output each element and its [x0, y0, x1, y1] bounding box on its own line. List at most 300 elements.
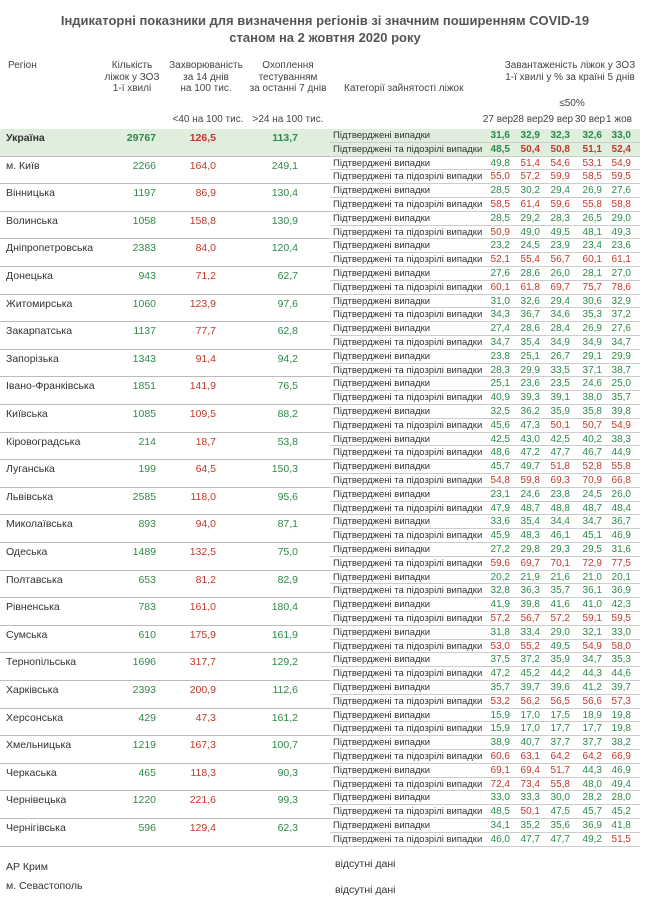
load-value: 36,7: [611, 516, 631, 528]
confirmed-row: [330, 764, 640, 778]
region-row: [0, 681, 330, 709]
load-value: 21,9: [520, 571, 540, 583]
category-label: Підтверджені випадки: [333, 378, 431, 390]
load-value: 46,9: [611, 764, 631, 776]
suspected-row: [330, 722, 640, 736]
load-value: 51,8: [550, 461, 570, 473]
load-value: 26,5: [582, 212, 602, 224]
region-name: м. Київ: [6, 159, 40, 172]
region-name: Вінницька: [6, 187, 55, 200]
load-value: 57,3: [611, 695, 631, 707]
load-value: 17,7: [582, 723, 602, 735]
confirmed-row: [330, 460, 640, 474]
region-row: [0, 212, 330, 240]
load-value: 20,1: [611, 571, 631, 583]
missing-region-note: відсутні дані: [335, 884, 396, 896]
region-name: Сумська: [6, 628, 48, 641]
load-value: 59,6: [490, 557, 510, 569]
load-value: 37,5: [490, 654, 510, 666]
beds-count: 1137: [133, 325, 156, 338]
region-name: Херсонська: [6, 711, 64, 724]
region-name: Рівненська: [6, 601, 60, 614]
load-value: 36,2: [520, 406, 540, 417]
region-name: Кіровоградська: [6, 435, 81, 448]
load-value: 53,1: [582, 157, 602, 169]
load-value: 58,0: [611, 640, 631, 652]
beds-count: 429: [138, 711, 156, 724]
beds-count: 596: [138, 822, 156, 834]
beds-count: 2585: [132, 490, 156, 503]
category-label: Підтверджені випадки: [333, 654, 431, 666]
region-row: [0, 598, 330, 626]
load-value: 26,9: [582, 185, 602, 197]
confirmed-row: [330, 184, 640, 198]
beds-count: 1343: [132, 352, 156, 365]
load-value: 45,7: [582, 806, 602, 818]
load-value: 34,1: [490, 820, 510, 831]
confirmed-row: [330, 515, 640, 529]
load-value: 47,5: [550, 806, 570, 818]
load-value: 28,4: [550, 323, 570, 335]
beds-count: 1060: [132, 297, 156, 310]
load-value: 51,1: [582, 143, 602, 155]
load-value: 45,1: [582, 530, 602, 542]
load-value: 35,4: [520, 337, 540, 348]
load-value: 48,1: [582, 226, 602, 238]
load-value: 78,6: [611, 281, 631, 293]
load-value: 59,1: [582, 613, 602, 624]
load-value: 32,6: [520, 295, 540, 307]
category-label: Підтверджені випадки: [333, 626, 431, 638]
category-label: Підтверджені та підозрілі випадки: [333, 364, 483, 376]
suspected-row: [330, 198, 640, 212]
region-row: [0, 295, 330, 323]
testing-value: 161,9: [271, 628, 298, 641]
load-value: 50,4: [520, 143, 540, 155]
category-label: Підтверджені та підозрілі випадки: [333, 337, 483, 348]
load-value: 29,4: [550, 295, 570, 307]
region-row: [0, 543, 330, 571]
load-value: 69,3: [550, 475, 570, 486]
load-value: 31,6: [611, 544, 631, 555]
load-value: 48,4: [611, 502, 631, 514]
load-value: 29,9: [520, 364, 540, 376]
load-value: 53,2: [490, 695, 510, 707]
confirmed-row: [330, 543, 640, 557]
date-header: 1 жов: [606, 114, 632, 125]
load-value: 59,9: [550, 171, 570, 183]
load-value: 30,6: [582, 295, 602, 307]
load-value: 28,2: [582, 792, 602, 804]
load-value: 25,1: [520, 350, 540, 362]
category-label: Підтверджені та підозрілі випадки: [333, 281, 483, 293]
load-value: 50,1: [550, 419, 570, 431]
load-value: 50,8: [550, 143, 570, 155]
load-value: 35,8: [582, 406, 602, 417]
testing-value: 53,8: [277, 435, 298, 448]
category-label: Підтверджені випадки: [333, 212, 431, 224]
category-label: Підтверджені та підозрілі випадки: [333, 392, 483, 404]
load-value: 17,7: [550, 723, 570, 735]
incidence-value: 158,8: [189, 214, 216, 227]
load-value: 33,6: [490, 516, 510, 528]
incidence-value: 123,9: [189, 297, 216, 310]
suspected-row: [330, 529, 640, 543]
load-value: 50,9: [490, 226, 510, 238]
load-value: 44,3: [582, 668, 602, 680]
load-value: 38,9: [490, 737, 510, 749]
load-value: 29,2: [520, 212, 540, 224]
confirmed-row: [330, 267, 640, 281]
load-value: 64,2: [550, 751, 570, 762]
load-value: 30,2: [520, 185, 540, 197]
suspected-row: [330, 640, 640, 654]
category-label: Підтверджені та підозрілі випадки: [333, 530, 483, 542]
category-label: Підтверджені випадки: [333, 185, 431, 197]
header-load: Завантаженість ліжок у ЗОЗ 1-ї хвилі у % за країні 5 днів: [504, 60, 636, 83]
suspected-row: [330, 474, 640, 488]
confirmed-row: [330, 129, 640, 143]
load-value: 40,9: [490, 392, 510, 404]
load-value: 26,0: [550, 268, 570, 279]
load-value: 23,9: [550, 240, 570, 252]
load-value: 21,0: [582, 571, 602, 583]
load-value: 42,5: [550, 433, 570, 445]
load-value: 35,7: [611, 392, 631, 404]
load-value: 23,6: [520, 378, 540, 390]
load-value: 64,2: [582, 751, 602, 762]
load-value: 41,9: [490, 599, 510, 611]
region-row: [0, 515, 330, 543]
load-value: 46,7: [582, 447, 602, 459]
region-name: Тернопільська: [6, 656, 77, 669]
load-value: 60,6: [490, 751, 510, 762]
load-value: 36,7: [520, 309, 540, 321]
missing-region-name: м. Севастополь: [6, 880, 83, 892]
testing-value: 130,4: [271, 187, 298, 200]
load-value: 48,6: [490, 447, 510, 459]
page-title: [0, 12, 650, 46]
category-label: Підтверджені та підозрілі випадки: [333, 502, 483, 514]
region-name: Закарпатська: [6, 325, 73, 338]
load-value: 57,2: [550, 613, 570, 624]
suspected-row: [330, 557, 640, 571]
load-value: 61,4: [520, 199, 540, 210]
title-line-1: Індикаторні показники для визначення регіонів зі значним поширенням COVID-19: [60, 13, 590, 28]
load-value: 54,9: [611, 157, 631, 169]
beds-count: 1219: [132, 739, 156, 752]
load-value: 35,7: [490, 682, 510, 693]
confirmed-row: [330, 709, 640, 723]
load-value: 54,6: [550, 157, 570, 169]
load-value: 72,9: [582, 557, 602, 569]
load-value: 69,1: [490, 764, 510, 776]
load-value: 32,8: [490, 585, 510, 597]
header-category: Категорії зайнятості ліжок: [344, 83, 464, 94]
load-value: 35,2: [520, 820, 540, 831]
load-value: 55,8: [611, 461, 631, 473]
incidence-value: 81,2: [195, 573, 216, 586]
beds-count: 1851: [132, 380, 156, 393]
suspected-row: [330, 695, 640, 709]
region-name: Чернігівська: [6, 822, 66, 834]
incidence-value: 109,5: [189, 408, 216, 420]
load-value: 34,6: [550, 309, 570, 321]
load-value: 69,7: [550, 281, 570, 293]
category-label: Підтверджені та підозрілі випадки: [333, 833, 483, 845]
load-value: 69,4: [520, 764, 540, 776]
load-value: 34,7: [582, 654, 602, 666]
load-value: 46,1: [550, 530, 570, 542]
testing-value: 249,1: [271, 159, 298, 172]
beds-count: 29767: [126, 132, 156, 144]
category-label: Підтверджені випадки: [333, 268, 431, 279]
load-value: 17,0: [520, 723, 540, 735]
load-value: 49,5: [550, 226, 570, 238]
testing-value: 130,9: [271, 214, 298, 227]
incidence-value: 47,3: [195, 711, 216, 724]
suspected-row: [330, 612, 640, 626]
load-value: 35,3: [611, 654, 631, 666]
load-value: 39,8: [520, 599, 540, 611]
load-value: 75,7: [582, 281, 602, 293]
load-value: 28,3: [490, 364, 510, 376]
region-row: [0, 488, 330, 516]
load-value: 32,3: [550, 130, 570, 141]
load-value: 49,5: [550, 640, 570, 652]
category-label: Підтверджені випадки: [333, 764, 431, 776]
load-value: 27,6: [611, 323, 631, 335]
load-value: 50,1: [520, 806, 540, 818]
testing-value: 120,4: [271, 242, 298, 255]
beds-count: 2393: [132, 684, 156, 696]
testing-value: 129,2: [271, 656, 298, 669]
load-value: 55,4: [520, 254, 540, 266]
load-value: 39,8: [611, 406, 631, 417]
load-value: 36,9: [582, 820, 602, 831]
load-value: 61,8: [520, 281, 540, 293]
load-value: 49,3: [611, 226, 631, 238]
load-value: 49,0: [520, 226, 540, 238]
load-value: 53,0: [490, 640, 510, 652]
load-value: 41,0: [582, 599, 602, 611]
region-row: [0, 460, 330, 488]
testing-value: 161,2: [271, 711, 298, 724]
suspected-row: [330, 778, 640, 792]
beds-count: 893: [138, 518, 156, 531]
load-value: 17,5: [550, 709, 570, 721]
region-row: [0, 377, 330, 405]
confirmed-row: [330, 322, 640, 336]
load-value: 51,4: [520, 157, 540, 169]
load-value: 72,4: [490, 778, 510, 790]
suspected-row: [330, 419, 640, 433]
load-value: 24,6: [520, 488, 540, 500]
load-value: 33,0: [611, 130, 631, 141]
load-value: 23,4: [582, 240, 602, 252]
region-row: [0, 350, 330, 378]
suspected-row: [330, 364, 640, 378]
load-value: 49,8: [490, 157, 510, 169]
incidence-value: 126,5: [189, 132, 216, 144]
load-value: 34,9: [550, 337, 570, 348]
load-value: 49,7: [520, 461, 540, 473]
load-value: 48,5: [490, 143, 510, 155]
load-value: 17,0: [520, 709, 540, 721]
testing-value: 97,6: [277, 297, 298, 310]
load-value: 54,9: [582, 640, 602, 652]
load-value: 28,3: [550, 212, 570, 224]
header-testing: Охоплення тестуванням за останні 7 днів: [249, 60, 327, 94]
category-label: Підтверджені та підозрілі випадки: [333, 613, 483, 624]
load-value: 35,3: [582, 309, 602, 321]
load-value: 32,9: [611, 295, 631, 307]
testing-value: 62,3: [277, 822, 298, 834]
category-label: Підтверджені випадки: [333, 599, 431, 611]
load-value: 59,5: [611, 613, 631, 624]
beds-count: 943: [138, 270, 156, 282]
load-value: 57,2: [490, 613, 510, 624]
incidence-value: 132,5: [189, 546, 216, 558]
load-value: 41,2: [582, 682, 602, 693]
load-value: 59,8: [520, 475, 540, 486]
category-label: Підтверджені та підозрілі випадки: [333, 695, 483, 707]
incidence-value: 129,4: [189, 822, 216, 834]
load-value: 48,5: [490, 806, 510, 818]
incidence-value: 118,3: [190, 766, 216, 779]
region-name: Дніпропетровська: [6, 242, 94, 255]
testing-value: 113,7: [272, 132, 298, 144]
suspected-row: [330, 584, 640, 598]
suspected-row: [330, 226, 640, 240]
load-value: 35,4: [520, 516, 540, 528]
category-label: Підтверджені випадки: [333, 350, 431, 362]
load-value: 69,7: [520, 557, 540, 569]
load-value: 18,9: [582, 709, 602, 721]
category-label: Підтверджені та підозрілі випадки: [333, 640, 483, 652]
category-label: Підтверджені випадки: [333, 323, 431, 335]
load-value: 24,6: [582, 378, 602, 390]
suspected-row: [330, 805, 640, 819]
load-value: 58,8: [611, 199, 631, 210]
load-value: 37,2: [520, 654, 540, 666]
category-label: Підтверджені та підозрілі випадки: [333, 475, 483, 486]
region-row: [0, 184, 330, 212]
load-value: 47,7: [550, 833, 570, 845]
load-value: 55,8: [550, 778, 570, 790]
load-value: 61,1: [611, 254, 631, 266]
confirmed-row: [330, 598, 640, 612]
load-value: 55,8: [582, 199, 602, 210]
testing-value: 95,6: [277, 490, 298, 503]
load-value: 70,9: [582, 475, 602, 486]
region-row: [0, 626, 330, 654]
load-value: 25,1: [490, 378, 510, 390]
region-name: Київська: [6, 408, 48, 420]
load-value: 38,3: [611, 433, 631, 445]
load-value: 50,7: [582, 419, 602, 431]
category-label: Підтверджені випадки: [333, 571, 431, 583]
category-label: Підтверджені та підозрілі випадки: [333, 751, 483, 762]
load-value: 39,3: [520, 392, 540, 404]
category-label: Підтверджені та підозрілі випадки: [333, 143, 483, 155]
testing-value: 76,5: [277, 380, 298, 393]
load-value: 59,5: [611, 171, 631, 183]
load-value: 52,8: [582, 461, 602, 473]
load-value: 34,3: [490, 309, 510, 321]
region-row: [0, 819, 330, 847]
region-name: Миколаївська: [6, 518, 73, 531]
load-value: 42,5: [490, 433, 510, 445]
load-value: 29,0: [550, 626, 570, 638]
load-value: 46,9: [611, 530, 631, 542]
category-label: Підтверджені та підозрілі випадки: [333, 778, 483, 790]
date-header: 29 вер: [542, 114, 574, 125]
category-label: Підтверджені та підозрілі випадки: [333, 585, 483, 597]
load-value: 31,6: [490, 130, 510, 141]
confirmed-row: [330, 212, 640, 226]
load-value: 33,5: [550, 364, 570, 376]
load-value: 23,6: [611, 240, 631, 252]
incidence-value: 141,9: [189, 380, 216, 393]
category-label: Підтверджені та підозрілі випадки: [333, 447, 483, 459]
testing-value: 112,6: [272, 684, 298, 696]
load-value: 54,8: [490, 475, 510, 486]
load-value: 27,4: [490, 323, 510, 335]
load-value: 24,5: [520, 240, 540, 252]
beds-count: 2383: [132, 242, 156, 255]
load-value: 25,0: [611, 378, 631, 390]
load-value: 23,8: [550, 488, 570, 500]
load-value: 28,5: [490, 185, 510, 197]
load-value: 26,0: [611, 488, 631, 500]
category-label: Підтверджені випадки: [333, 682, 431, 693]
load-value: 39,6: [550, 682, 570, 693]
load-value: 56,2: [520, 695, 540, 707]
load-value: 35,9: [550, 654, 570, 666]
testing-value: 90,3: [277, 766, 298, 779]
testing-value: 88,2: [277, 408, 298, 420]
incidence-value: 175,9: [189, 628, 216, 641]
load-value: 36,1: [582, 585, 602, 597]
load-value: 28,6: [520, 268, 540, 279]
confirmed-row: [330, 405, 640, 419]
suspected-row: [330, 336, 640, 350]
category-label: Підтверджені та підозрілі випадки: [333, 419, 483, 431]
suspected-row: [330, 143, 640, 157]
date-header: 27 вер: [482, 114, 514, 125]
suspected-row: [330, 253, 640, 267]
category-label: Підтверджені та підозрілі випадки: [333, 199, 483, 210]
confirmed-row: [330, 295, 640, 309]
load-value: 73,4: [520, 778, 540, 790]
load-value: 55,2: [520, 640, 540, 652]
load-value: 52,4: [611, 143, 631, 155]
testing-value: 87,1: [277, 518, 298, 531]
region-row: [0, 267, 330, 295]
load-value: 37,1: [582, 364, 602, 376]
load-value: 39,1: [550, 392, 570, 404]
load-value: 33,3: [520, 792, 540, 804]
region-row: [0, 653, 330, 681]
incidence-value: 221,6: [189, 794, 216, 807]
load-value: 29,9: [611, 350, 631, 362]
load-value: 47,2: [520, 447, 540, 459]
region-name: Донецька: [6, 270, 53, 282]
load-value: 66,9: [611, 751, 631, 762]
testing-value: 150,3: [271, 463, 298, 476]
load-value: 15,9: [490, 709, 510, 721]
